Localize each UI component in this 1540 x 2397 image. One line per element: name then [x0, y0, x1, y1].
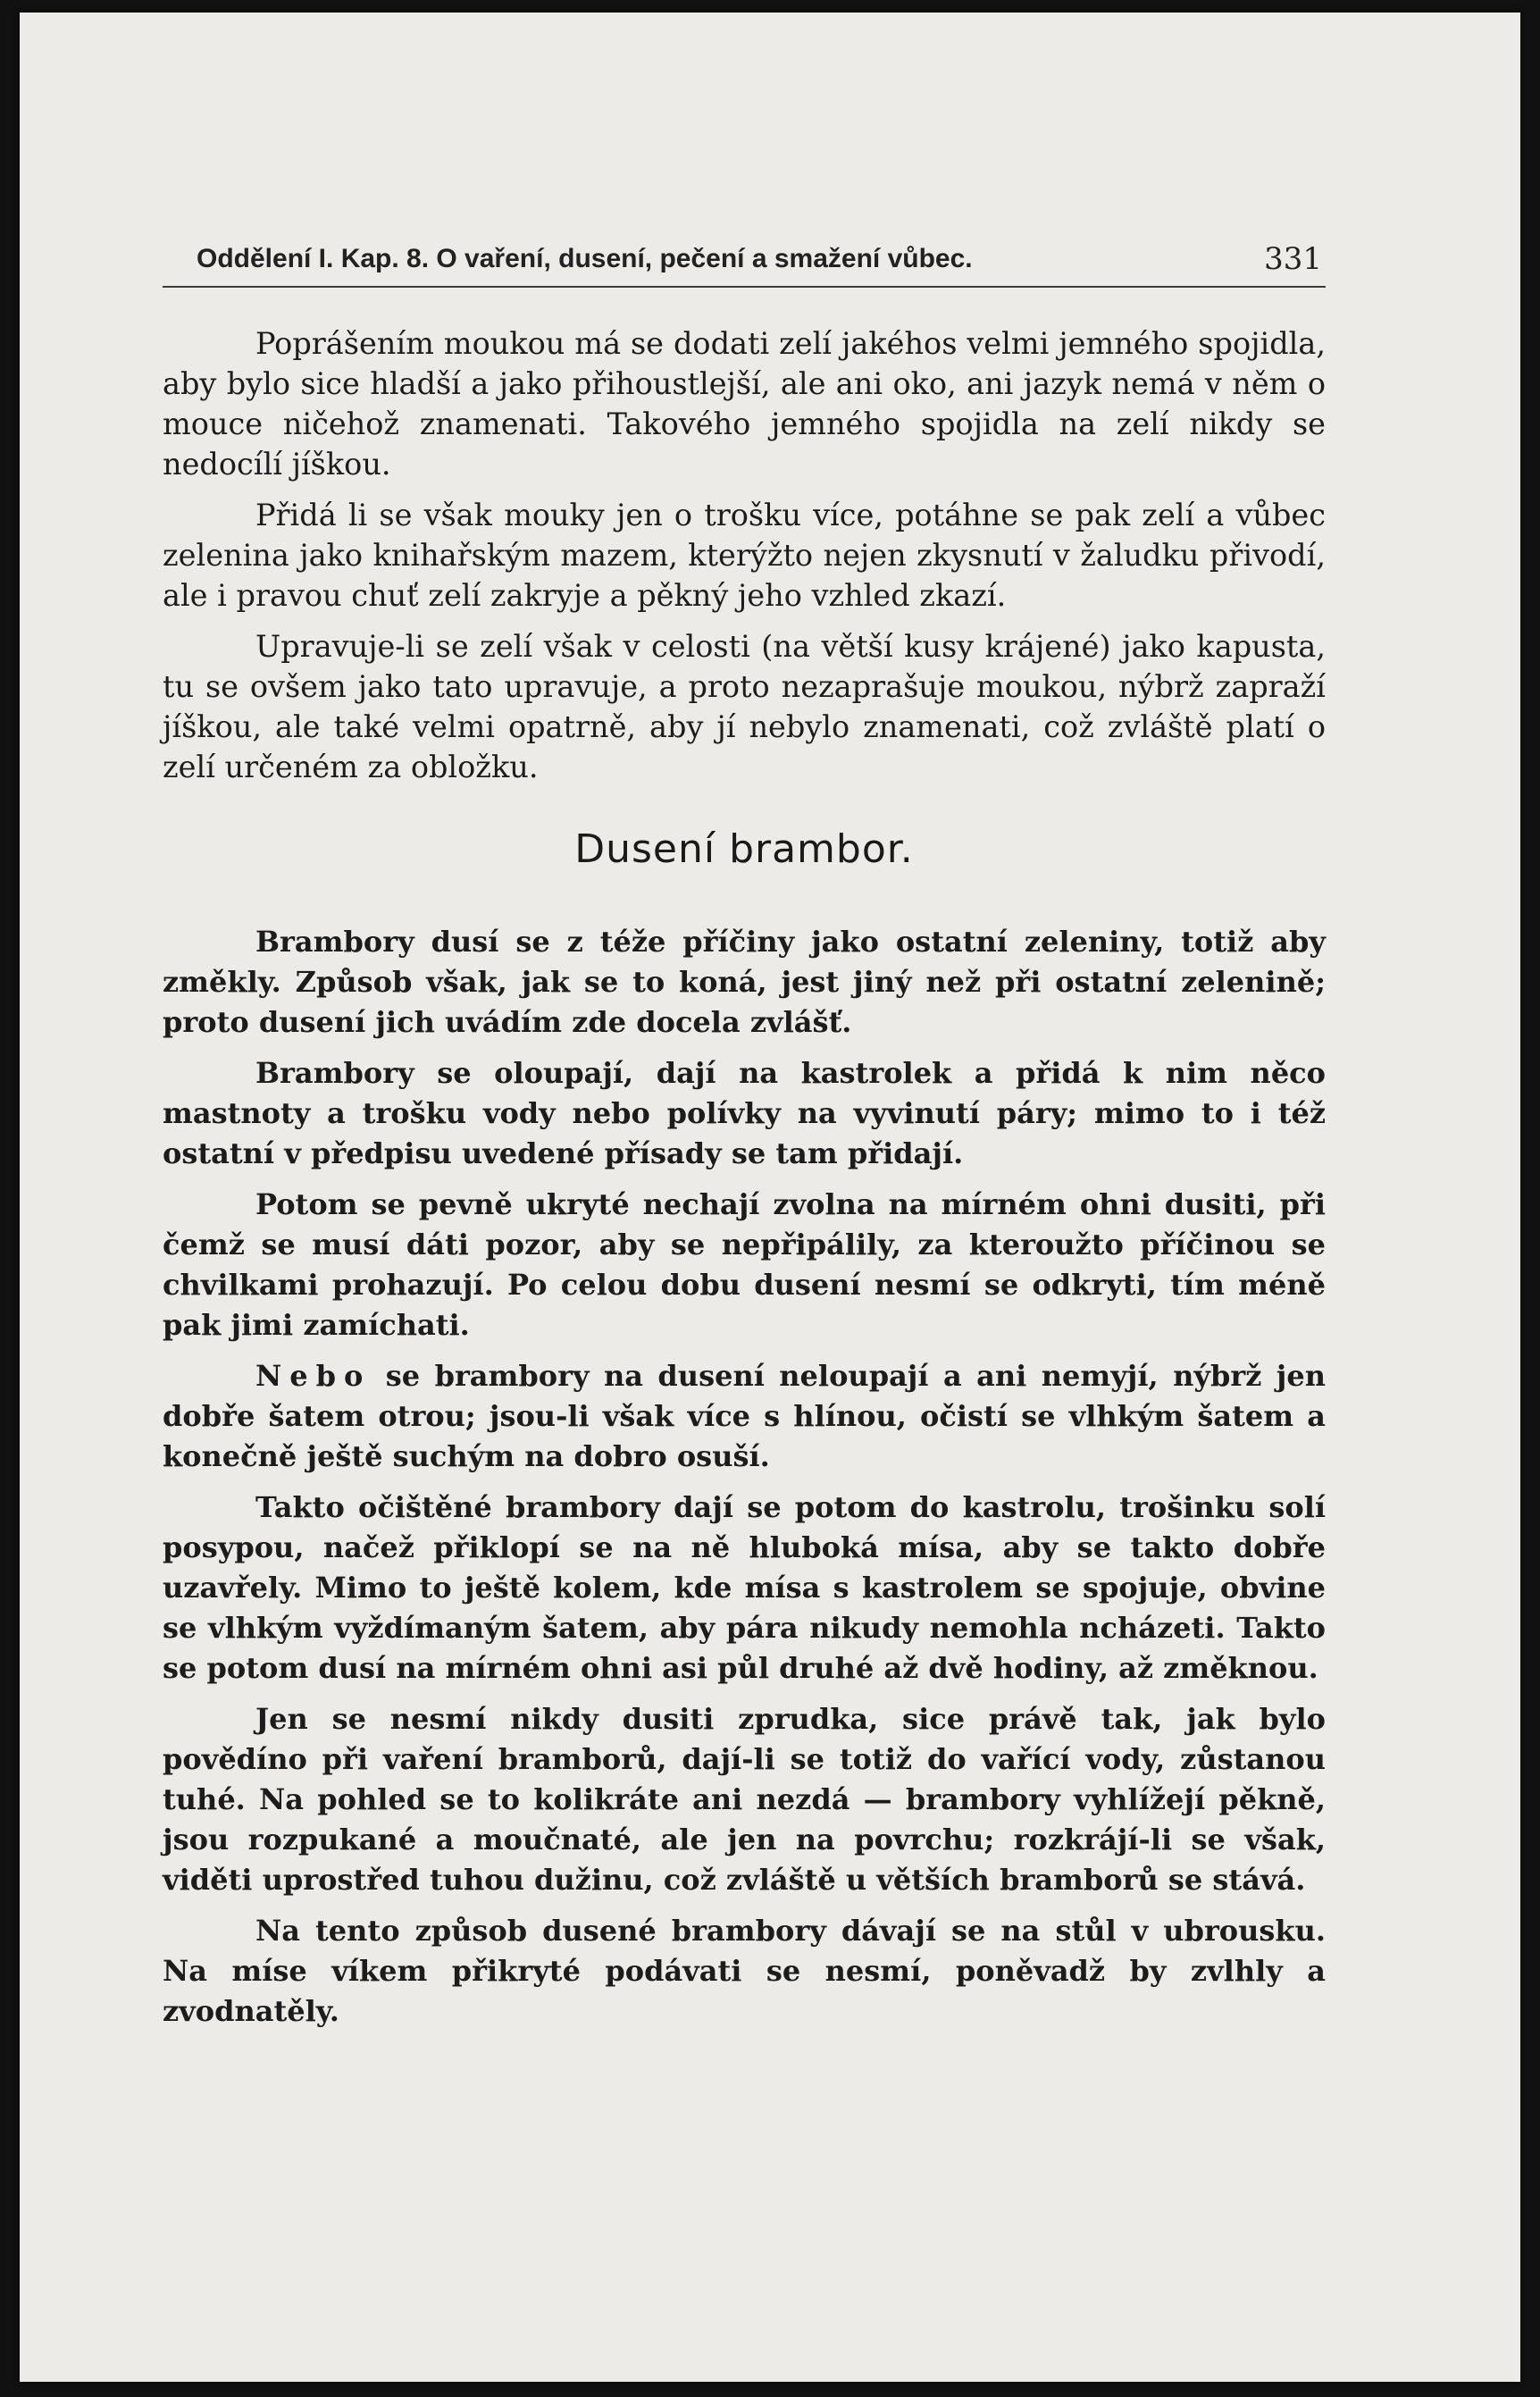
paragraph: Upravuje-li se zelí však v celosti (na větší kusy krájené) jako kapusta, tu se ovšem jako tato upravuje, a proto nezaprašuje moukou, nýbrž zapraží jíškou, ale také velmi opatrně, aby jí nebylo znamenati, což zvláště platí o zelí určeném za obložku.	[163, 629, 1326, 784]
paragraph: Poprášením moukou má se dodati zelí jakéhos velmi jemného spojidla, aby bylo sice hladší a jako přihoustlejší, ale ani oko, ani jazyk nemá v něm o mouce ničehož znamenati. Takového jemného spojidla na zelí nikdy se nedocílí jíškou.	[163, 326, 1326, 482]
section-heading: Dusení brambor.	[574, 826, 914, 872]
chapter-title: Oddělení I. Kap. 8. O vaření, dusení, pečení a smažení vůbec.	[197, 244, 973, 273]
paragraph: Brambory se oloupají, dají na kastrolek a přidá k nim něco mastnoty a trošku vody nebo polívky na vyvinutí páry; mimo to i též ostatní v předpisu uvedené přísady se tam přidají.	[163, 1056, 1326, 1170]
emphasis-word: Nebo	[255, 1359, 372, 1393]
body-text	[163, 323, 1326, 2032]
paragraph: Brambory dusí se z téže příčiny jako ostatní zeleniny, totiž aby změkly. Způsob však, jak se to koná, jest jiný než při ostatní zelenině; proto dusení jich uvádím zde docela zvlášť.	[163, 925, 1326, 1039]
paragraph: Přidá li se však mouky jen o trošku více, potáhne se pak zelí a vůbec zelenina jako knihařským mazem, kterýžto nejen zkysnutí v žaludku přivodí, ale i pravou chuť zelí zakryje a pěkný jeho vzhled zkazí.	[163, 498, 1326, 613]
paragraph	[163, 1356, 1326, 1477]
paragraph: Potom se pevně ukryté nechají zvolna na mírném ohni dusiti, při čemž se musí dáti pozor, aby se nepřipálily, za kteroužto příčinou se chvilkami prohazují. Po celou dobu dusení nesmí se odkryti, tím méně pak jimi zamíchati.	[163, 1187, 1326, 1342]
paragraph-rest: se brambory na dusení neloupají a ani nemyjí, nýbrž jen dobře šatem otrou; jsou-li však více s hlínou, očistí se vlhkým šatem a konečně ještě suchým na dobro osuší.	[163, 1359, 1326, 1473]
paragraph: Na tento způsob dusené brambory dávají se na stůl v ubrousku. Na míse víkem přikryté podávati se nesmí, poněvadž by zvlhly a zvodnatěly.	[163, 1914, 1326, 2028]
page-number: 331	[1264, 241, 1322, 277]
paragraph: Jen se nesmí nikdy dusiti zprudka, sice právě tak, jak bylo povědíno při vaření bramborů, dají-li se totiž do vařící vody, zůstanou tuhé. Na pohled se to kolikráte ani nezdá — brambory vyhlížejí pěkně, jsou rozpukané a moučnaté, ale jen na povrchu; rozkrájí-li se však, viděti uprostřed tuhou dužinu, což zvláště u větších bramborů se stává.	[163, 1702, 1326, 1897]
paragraph: Takto očištěné brambory dají se potom do kastrolu, trošinku solí posypou, načež přiklopí se na ně hluboká mísa, aby se takto dobře uzavřely. Mimo to ještě kolem, kde mísa s kastrolem se spojuje, obvine se vlhkým vyždímaným šatem, aby pára nikudy nemohla ncházeti. Takto se potom dusí na mírném ohni asi půl druhé až dvě hodiny, až změknou.	[163, 1490, 1326, 1685]
page-content	[163, 232, 1326, 2042]
running-header	[163, 232, 1326, 288]
book-page	[20, 13, 1520, 2382]
